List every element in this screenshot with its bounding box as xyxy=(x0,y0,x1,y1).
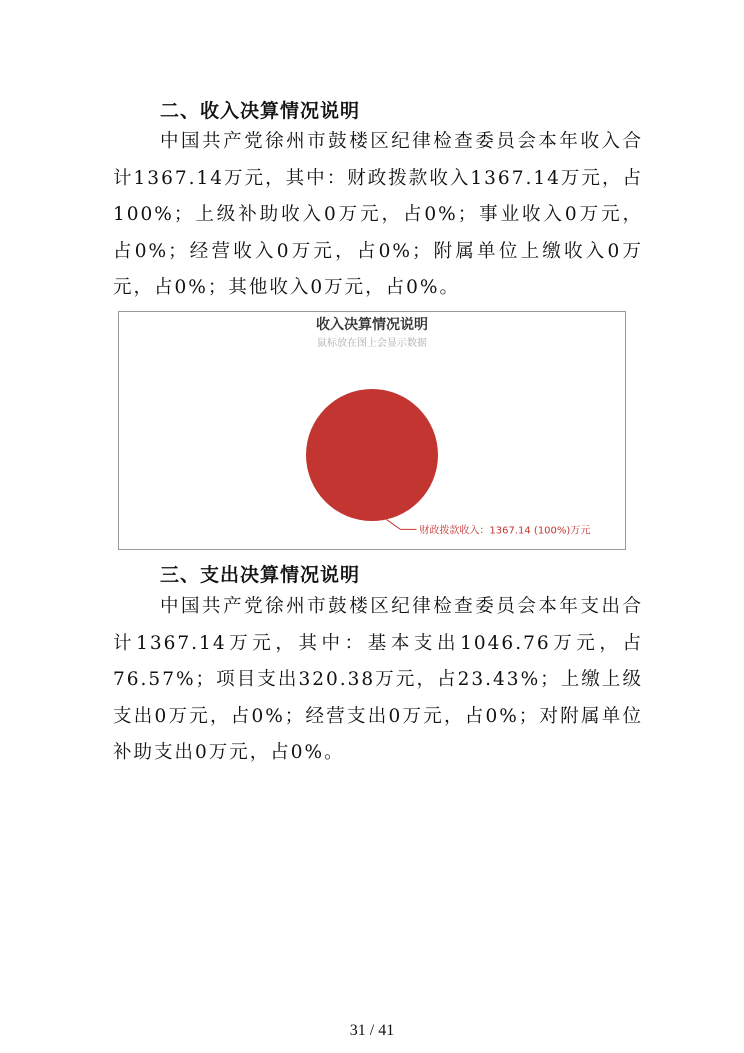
chart-title: 收入决算情况说明 xyxy=(316,317,428,333)
income-paragraph: 中国共产党徐州市鼓楼区纪律检查委员会本年收入合计1367.14万元，其中：财政拨款收入1367.14万元，占100%；上级补助收入0万元，占0%；事业收入0万元，占0%；经营收入0万元，占0%；附属单位上缴收入0万元，占0%；其他收入0万元，占0%。 xyxy=(113,131,643,298)
expense-paragraph: 中国共产党徐州市鼓楼区纪律检查委员会本年支出合计1367.14万元，其中：基本支出1046.76万元，占76.57%；项目支出320.38万元，占23.43%；上缴上级支出0万元，占0%；经营支出0万元，占0%；对附属单位补助支出0万元，占0%。 xyxy=(113,596,643,763)
pie-leader-line-0 xyxy=(386,519,416,529)
pie-slice-0[interactable] xyxy=(306,389,438,521)
pie-label-0: 财政拨款收入：1367.14 (100%)万元 xyxy=(419,525,591,537)
income-pie-chart[interactable] xyxy=(118,311,626,550)
page-number: 31 / 41 xyxy=(349,1022,395,1039)
pie-svg xyxy=(119,312,625,549)
chart-subtitle: 鼠标放在图上会显示数据 xyxy=(317,338,427,349)
section-heading-expense: 三、支出决算情况说明 xyxy=(160,564,361,586)
section-heading-income: 二、收入决算情况说明 xyxy=(160,100,361,122)
